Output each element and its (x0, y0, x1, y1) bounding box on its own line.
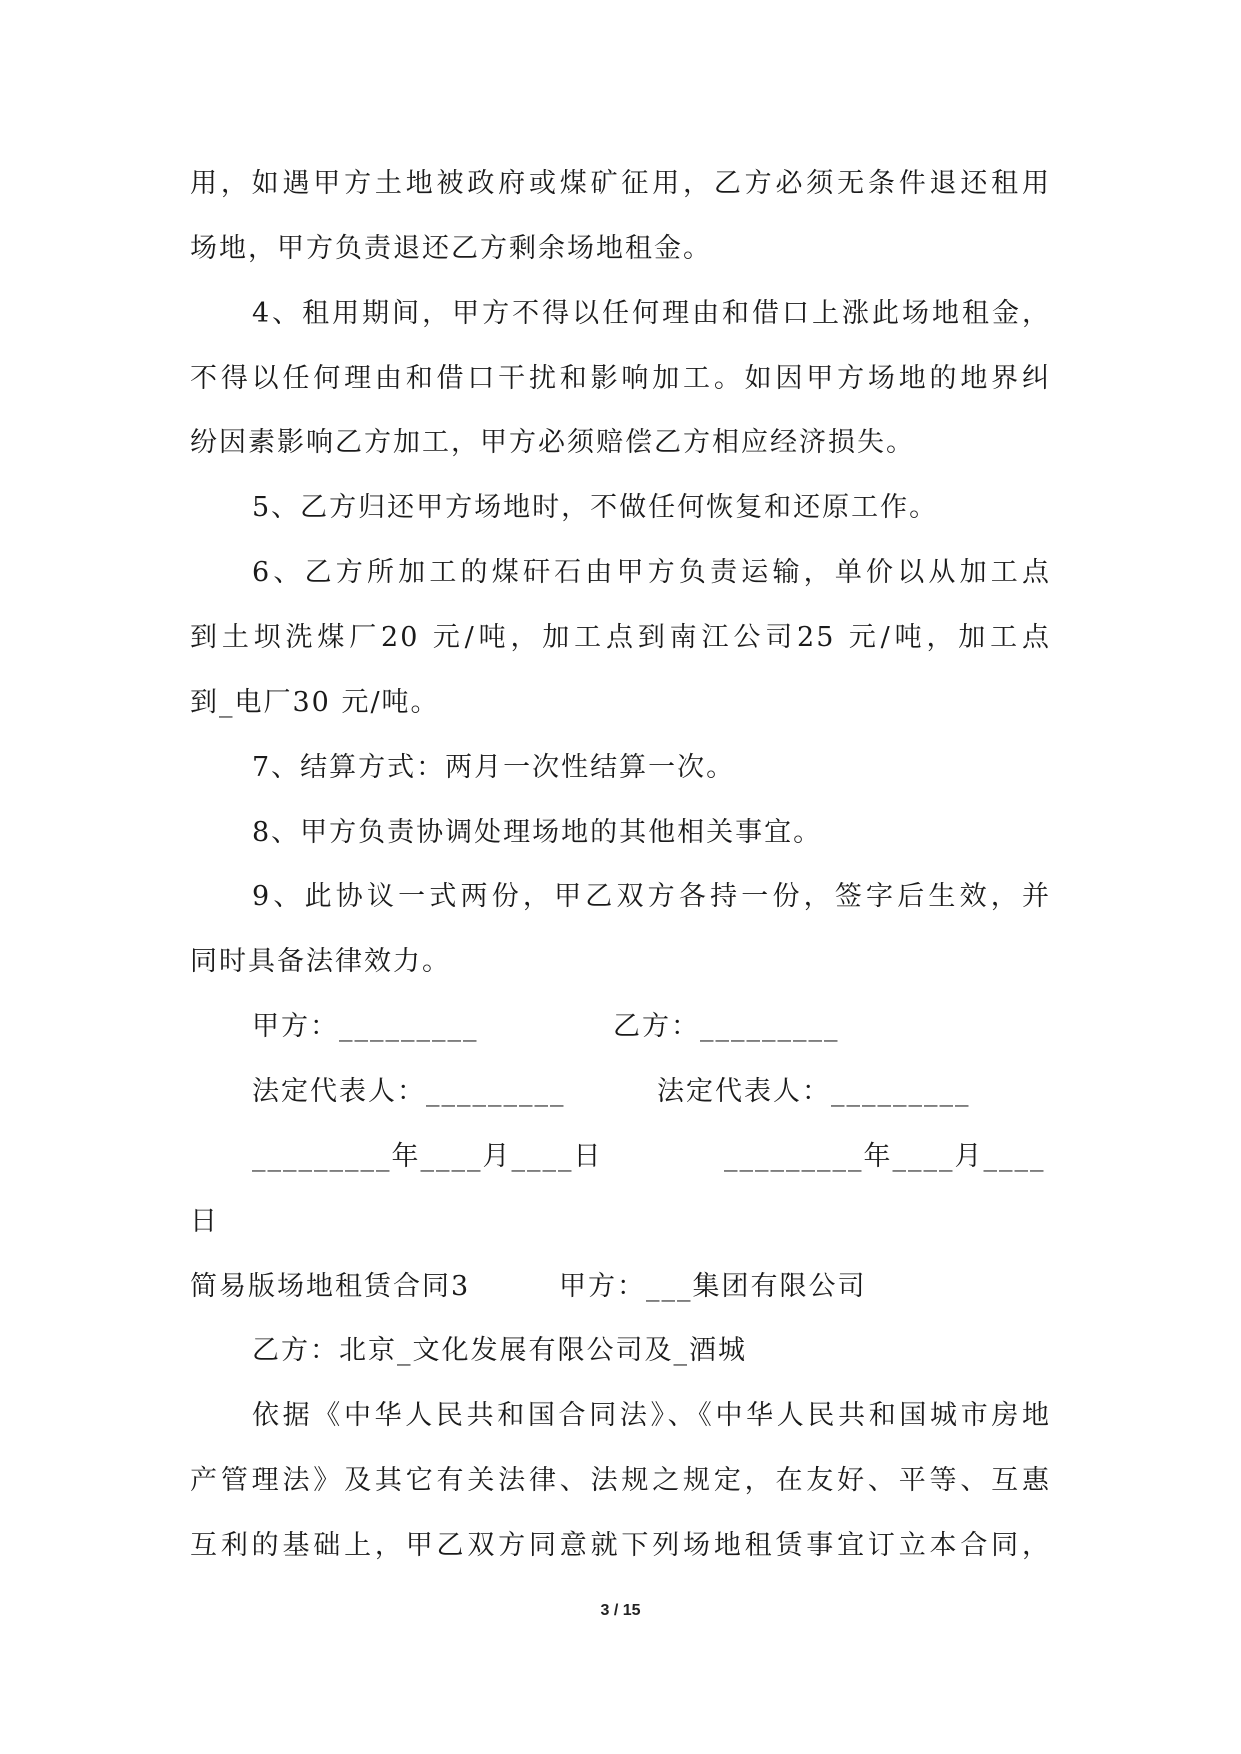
party-b-signature: 乙方：_________ (613, 1011, 840, 1043)
party-b-date-wrap: 日 (190, 1205, 219, 1237)
clause-6-line: 6、乙方所加工的煤矸石由甲方负责运输，单价以从加工点 (252, 557, 1051, 589)
party-b-representative: 法定代表人：_________ (657, 1076, 971, 1108)
signature-parties-row (190, 995, 1051, 1060)
party-a-date: _________年____月____日 (252, 1140, 603, 1172)
clause-4-line: 纷因素影响乙方加工，甲方必须赔偿乙方相应经济损失。 (190, 427, 915, 459)
contract-party-b: 乙方：北京_文化发展有限公司及_酒城 (252, 1335, 747, 1367)
clause-6-line: 到土坝洗煤厂20 元/吨，加工点到南江公司25 元/吨，加工点 (190, 622, 1051, 654)
party-a-signature: 甲方：_________ (252, 1011, 479, 1043)
clause-4-line: 4、租用期间，甲方不得以任何理由和借口上涨此场地租金， (252, 297, 1051, 329)
preamble-line: 依据《中华人民共和国合同法》、《中华人民共和国城市房地 (252, 1400, 1051, 1432)
clause-6-line: 到_电厂30 元/吨。 (190, 686, 440, 718)
party-b-date: _________年____月____ (724, 1140, 1046, 1172)
clause-5-line: 5、乙方归还甲方场地时，不做任何恢复和还原工作。 (252, 492, 939, 524)
preamble-line: 互利的基础上，甲乙双方同意就下列场地租赁事宜订立本合同， (190, 1530, 1051, 1562)
preamble-line: 产管理法》及其它有关法律、法规之规定，在友好、平等、互惠 (190, 1465, 1051, 1497)
clause-4-line: 不得以任何理由和借口干扰和影响加工。如因甲方场地的地界纠 (190, 362, 1051, 394)
party-a-representative: 法定代表人：_________ (252, 1076, 566, 1108)
clause-9-line: 同时具备法律效力。 (190, 946, 451, 978)
signature-dates-row (190, 1125, 1051, 1190)
document-body (190, 152, 1051, 1579)
paragraph-line: 场地，甲方负责退还乙方剩余场地租金。 (190, 232, 712, 264)
clause-7-line: 7、结算方式：两月一次性结算一次。 (252, 751, 736, 783)
page-number: 3 / 15 (600, 1602, 641, 1619)
clause-8-line: 8、甲方负责协调处理场地的其他相关事宜。 (252, 816, 823, 848)
contract-3-header-row (190, 1255, 1051, 1320)
contract-title: 简易版场地租赁合同3 (190, 1270, 471, 1302)
paragraph-line: 用，如遇甲方土地被政府或煤矿征用，乙方必须无条件退还租用 (190, 168, 1051, 199)
contract-party-a: 甲方：___集团有限公司 (559, 1270, 867, 1302)
signature-representatives-row (190, 1060, 1051, 1125)
clause-9-line: 9、此协议一式两份，甲乙双方各持一份，签字后生效，并 (252, 881, 1051, 913)
